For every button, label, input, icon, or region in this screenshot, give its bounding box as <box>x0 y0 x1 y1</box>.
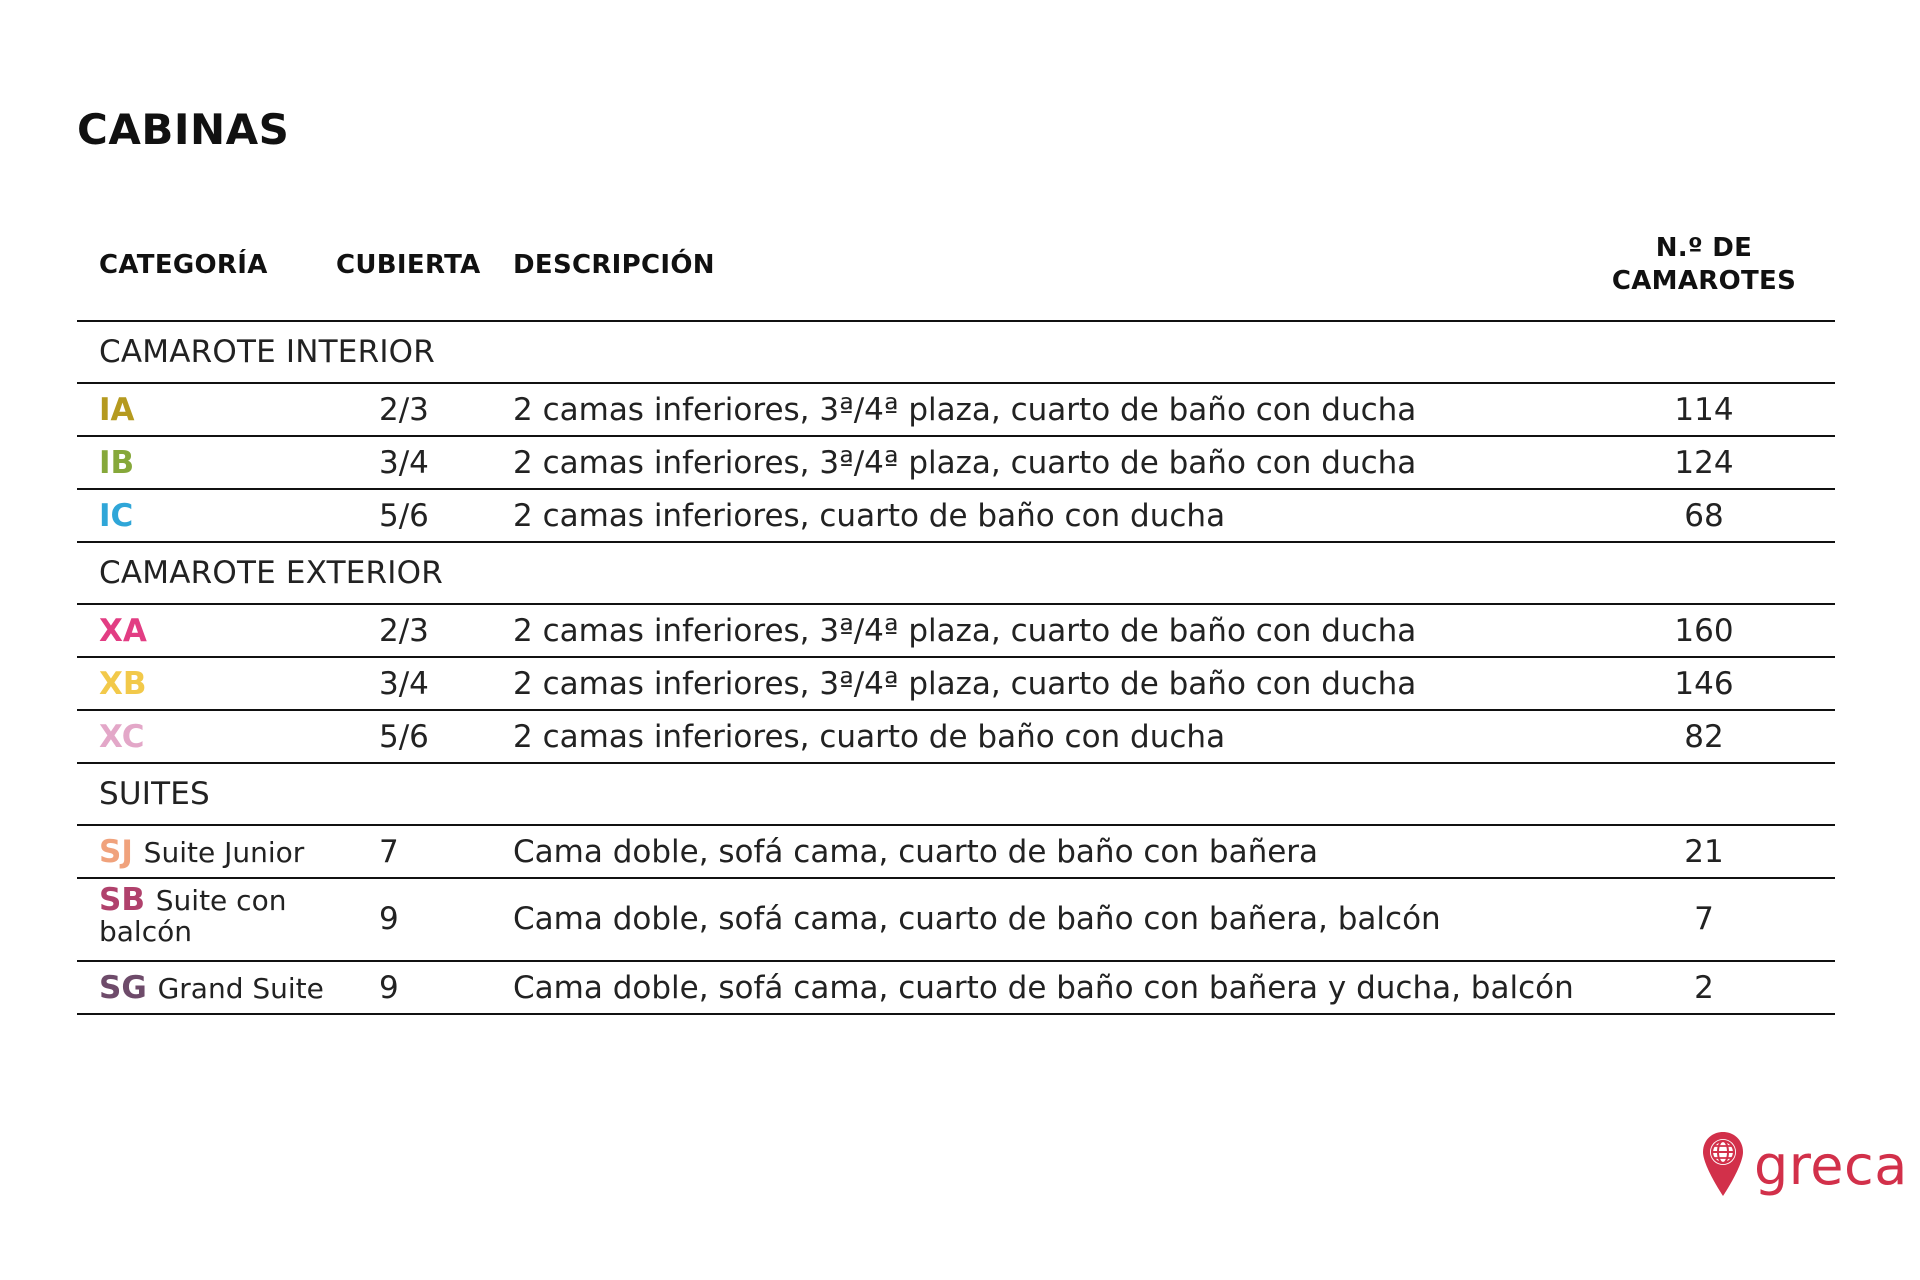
table-row <box>77 490 1835 543</box>
num-cell: 82 <box>1684 719 1724 755</box>
category-name: Grand Suite <box>157 972 324 1005</box>
code-text: IC <box>99 498 134 534</box>
table-header <box>77 220 1835 322</box>
table-row <box>77 384 1835 437</box>
category-code <box>99 666 147 702</box>
page-title: CABINAS <box>77 105 290 154</box>
cubierta-cell: 9 <box>379 901 399 937</box>
num-cell: 146 <box>1674 666 1734 702</box>
cubierta-cell: 2/3 <box>379 392 429 428</box>
code-text: XC <box>99 719 145 755</box>
code-text: XB <box>99 666 147 702</box>
num-cell: 124 <box>1674 445 1734 481</box>
greca-logo <box>1700 1130 1908 1210</box>
cubierta-cell: 7 <box>379 834 399 870</box>
cubierta-cell: 2/3 <box>379 613 429 649</box>
category-name: Suite con balcón <box>99 884 287 948</box>
globe-pin-icon <box>1700 1130 1746 1200</box>
descripcion-cell: 2 camas inferiores, 3ª/4ª plaza, cuarto de baño con ducha <box>513 666 1417 702</box>
code-text: IB <box>99 445 135 481</box>
section-row <box>77 322 1835 384</box>
header-num-line2: CAMAROTES <box>1611 266 1797 296</box>
table-row <box>77 437 1835 490</box>
table-row <box>77 879 1835 962</box>
cubierta-cell: 9 <box>379 970 399 1006</box>
descripcion-cell: 2 camas inferiores, 3ª/4ª plaza, cuarto de baño con ducha <box>513 445 1417 481</box>
num-cell: 2 <box>1694 970 1714 1006</box>
category-code <box>99 392 135 428</box>
header-num-line1: N.º DE <box>1655 233 1753 263</box>
code-text: SG <box>99 970 147 1006</box>
descripcion-cell: 2 camas inferiores, cuarto de baño con ducha <box>513 498 1226 534</box>
num-cell: 160 <box>1674 613 1734 649</box>
section-row <box>77 543 1835 605</box>
num-cell: 114 <box>1674 392 1734 428</box>
num-cell: 68 <box>1684 498 1724 534</box>
code-text: IA <box>99 392 135 428</box>
category-name: Suite Junior <box>143 836 305 869</box>
cabins-table <box>77 220 1835 1015</box>
category-code <box>99 970 324 1006</box>
header-cubierta: CUBIERTA <box>336 250 481 280</box>
section-row <box>77 764 1835 826</box>
code-text: SB <box>99 882 145 918</box>
category-code <box>99 719 145 755</box>
descripcion-cell: 2 camas inferiores, 3ª/4ª plaza, cuarto de baño con ducha <box>513 613 1417 649</box>
section-label: CAMAROTE EXTERIOR <box>99 555 443 591</box>
header-categoria: CATEGORÍA <box>99 250 268 280</box>
code-text: SJ <box>99 834 133 870</box>
section-label: CAMAROTE INTERIOR <box>99 334 435 370</box>
cubierta-cell: 5/6 <box>379 719 429 755</box>
category-code <box>99 834 304 870</box>
logo-wordmark: greca <box>1754 1134 1908 1197</box>
table-row <box>77 658 1835 711</box>
header-descripcion: DESCRIPCIÓN <box>513 250 715 280</box>
category-code <box>99 445 134 481</box>
table-row <box>77 962 1835 1015</box>
code-text: XA <box>99 613 147 649</box>
category-code <box>99 882 329 948</box>
num-cell: 7 <box>1694 901 1714 937</box>
descripcion-cell: Cama doble, sofá cama, cuarto de baño con bañera, balcón <box>513 901 1441 937</box>
cubierta-cell: 5/6 <box>379 498 429 534</box>
category-code <box>99 498 133 534</box>
descripcion-cell: 2 camas inferiores, 3ª/4ª plaza, cuarto de baño con ducha <box>513 392 1417 428</box>
cubierta-cell: 3/4 <box>379 666 429 702</box>
category-code <box>99 613 147 649</box>
descripcion-cell: 2 camas inferiores, cuarto de baño con ducha <box>513 719 1226 755</box>
header-num-camarotes <box>1589 232 1819 298</box>
num-cell: 21 <box>1684 834 1724 870</box>
cubierta-cell: 3/4 <box>379 445 429 481</box>
table-row <box>77 711 1835 764</box>
descripcion-cell: Cama doble, sofá cama, cuarto de baño con bañera y ducha, balcón <box>513 970 1574 1006</box>
table-row <box>77 826 1835 879</box>
table-row <box>77 605 1835 658</box>
section-label: SUITES <box>99 776 210 812</box>
descripcion-cell: Cama doble, sofá cama, cuarto de baño con bañera <box>513 834 1319 870</box>
